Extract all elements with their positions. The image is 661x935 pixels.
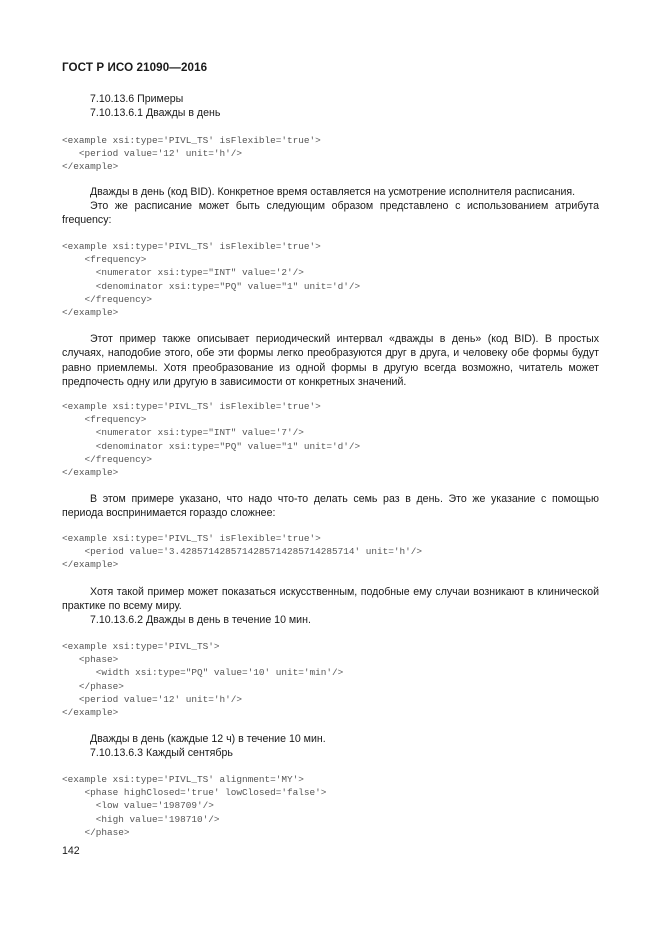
code-line: <numerator xsi:type="INT" value='7'/> bbox=[62, 427, 304, 439]
code-line: </example> bbox=[62, 161, 119, 173]
code-line: </frequency> bbox=[62, 293, 153, 305]
code-example-3 bbox=[62, 400, 360, 479]
paragraph-clinical-practice: Хотя такой пример может показаться искусственным, подобные ему случаи возникают в клинической практике по всему миру. bbox=[62, 586, 599, 613]
code-line: <example xsi:type='PIVL_TS' isFlexible='true'> bbox=[62, 401, 321, 412]
code-line: </example> bbox=[62, 467, 119, 479]
code-line: <period value='12' unit='h'/> bbox=[62, 693, 243, 705]
subsection-heading-twice-daily: 7.10.13.6.1 Дважды в день bbox=[90, 107, 221, 119]
paragraph-frequency-intro: Это же расписание может быть следующим образом представлено с использованием атрибута frequency: bbox=[62, 200, 599, 227]
code-line: <width xsi:type="PQ" value='10' unit='min'/> bbox=[62, 667, 344, 679]
code-line: <denominator xsi:type="PQ" value="1" unit='d'/> bbox=[62, 440, 361, 452]
paragraph-seven-times: В этом примере указано, что надо что-то делать семь раз в день. Это же указание с помощью периода воспринимается гораздо сложнее: bbox=[62, 493, 599, 520]
code-line: <low value='198709'/> bbox=[62, 800, 214, 812]
code-line: </phase> bbox=[62, 826, 130, 838]
code-line: <example xsi:type='PIVL_TS' alignment='MY'> bbox=[62, 774, 304, 785]
page-number: 142 bbox=[62, 845, 80, 857]
code-line: <period value='3.4285714285714285714285714285714' unit='h'/> bbox=[62, 546, 423, 558]
code-line: </example> bbox=[62, 307, 119, 319]
code-line: <phase> bbox=[62, 654, 119, 666]
code-example-6 bbox=[62, 773, 326, 839]
subsection-heading-every-september: 7.10.13.6.3 Каждый сентябрь bbox=[90, 747, 233, 759]
code-example-5 bbox=[62, 640, 343, 719]
code-line: <example xsi:type='PIVL_TS' isFlexible='true'> bbox=[62, 135, 321, 146]
code-line: <high value='198710'/> bbox=[62, 813, 220, 825]
code-line: <example xsi:type='PIVL_TS' isFlexible='true'> bbox=[62, 241, 321, 252]
code-line: <numerator xsi:type="INT" value='2'/> bbox=[62, 267, 304, 279]
code-line: <frequency> bbox=[62, 414, 147, 426]
code-line: <period value='12' unit='h'/> bbox=[62, 148, 243, 160]
code-line: <example xsi:type='PIVL_TS'> bbox=[62, 641, 220, 652]
code-line: <denominator xsi:type="PQ" value="1" unit='d'/> bbox=[62, 280, 361, 292]
code-example-4 bbox=[62, 532, 422, 572]
code-line: </frequency> bbox=[62, 453, 153, 465]
code-example-2 bbox=[62, 240, 360, 319]
section-heading-examples: 7.10.13.6 Примеры bbox=[90, 93, 184, 105]
code-line: </example> bbox=[62, 707, 119, 719]
paragraph-periodic-interval: Этот пример также описывает периодический интервал «дважды в день» (код BID). В простых случаях, наподобие этого, обе эти формы легко преобразуются друг в друга, и человеку обе формы будут равно приемлемы. Хотя преобразование из одной формы в другую всегда возможно, читатель может предпочесть одну или другую в зависимости от конкретных значений. bbox=[62, 333, 599, 389]
code-line: </phase> bbox=[62, 680, 124, 692]
code-line: <example xsi:type='PIVL_TS' isFlexible='true'> bbox=[62, 533, 321, 544]
code-example-1 bbox=[62, 134, 321, 174]
paragraph-every-12h: Дважды в день (каждые 12 ч) в течение 10 мин. bbox=[90, 733, 326, 745]
code-line: </example> bbox=[62, 559, 119, 571]
subsection-heading-ten-minutes: 7.10.13.6.2 Дважды в день в течение 10 мин. bbox=[90, 614, 311, 626]
code-line: <phase highClosed='true' lowClosed='false'> bbox=[62, 787, 327, 799]
code-line: <frequency> bbox=[62, 254, 147, 266]
page-header-title: ГОСТ Р ИСО 21090—2016 bbox=[62, 61, 208, 74]
paragraph-bid-description: Дважды в день (код BID). Конкретное время оставляется на усмотрение исполнителя расписания. bbox=[90, 186, 576, 198]
